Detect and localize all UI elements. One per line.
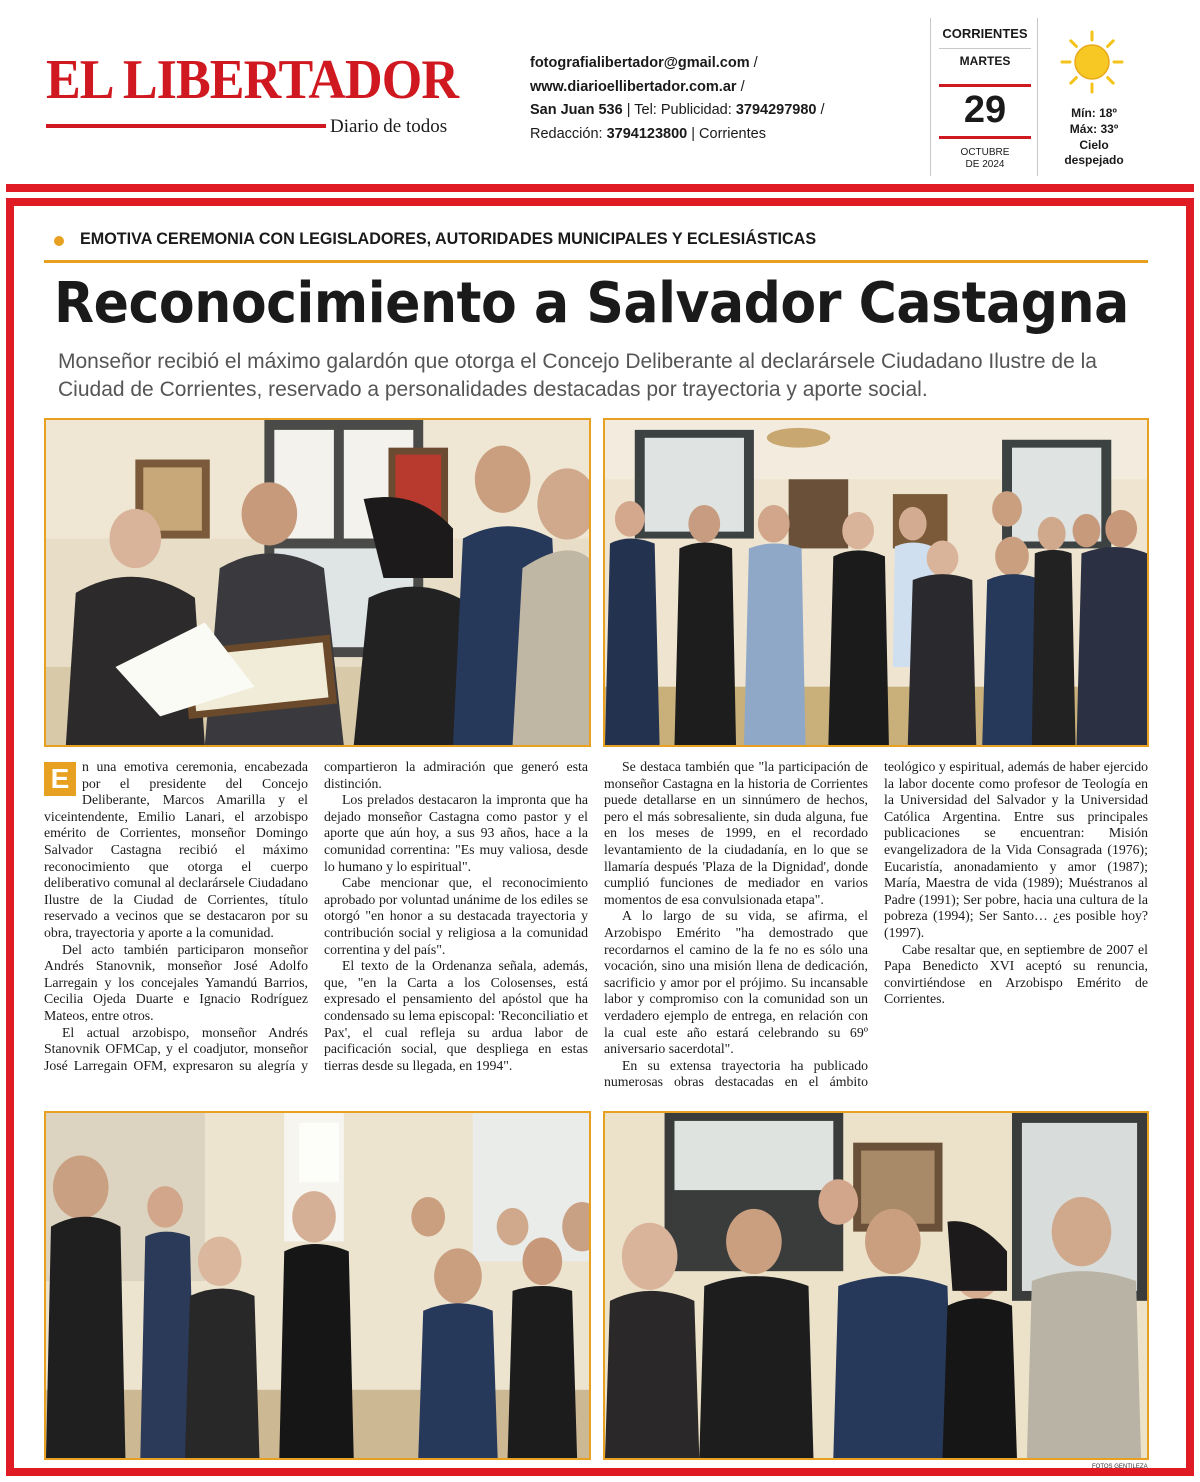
contact-line-2 bbox=[530, 76, 825, 100]
photo-legislators-illustration bbox=[605, 1113, 1147, 1458]
article-paragraph: El actual arzobispo, monseñor Andrés Stanovnik OFMCap, y el coadjutor, monseñor José Larregain OFM, expresaron su alegría y compartieron la admiración que generó esta distinción. bbox=[44, 759, 588, 1073]
contact-newsroom-phone: 3794123800 bbox=[606, 125, 688, 142]
photo-group-portrait-illustration bbox=[605, 420, 1147, 745]
article-paragraph: Los prelados destacaron la impronta que ha dejado monseñor Castagna como pastor y el aporte que aún hoy, a sus 93 años, hace a la comunidad correntina: "Es muy valiosa, desde lo humano y lo espiritual". bbox=[324, 792, 588, 874]
contact-publicity-phone: 3794297980 bbox=[735, 102, 817, 118]
masthead-divider bbox=[6, 184, 1194, 192]
weather-sky bbox=[1044, 138, 1144, 168]
article-kicker: EMOTIVA CEREMONIA CON LEGISLADORES, AUTORIDADES MUNICIPALES Y ECLESIÁSTICAS bbox=[80, 229, 817, 248]
contact-separator: / bbox=[816, 102, 825, 118]
article-paragraph: El texto de la Ordenanza señala, además, que, "en la Carta a los Colosenses, está expresado el pensamiento del apóstol que ha condensado su lema episcopal: 'Reconciliatio et Pax', el cual refleja su ardua labor de pacificación social, que despliega en estas tierras desde su llegada, en 1994". bbox=[324, 958, 588, 1073]
contact-line-3 bbox=[530, 99, 825, 123]
drop-cap: E bbox=[44, 762, 76, 796]
date-day: 29 bbox=[963, 89, 1007, 131]
contact-info bbox=[530, 52, 825, 146]
logo-underline bbox=[46, 124, 326, 128]
photo-diploma-handover-illustration bbox=[46, 420, 589, 745]
article-body bbox=[44, 759, 1148, 1101]
contact-line-1 bbox=[530, 52, 825, 76]
photo-credit: FOTOS GENTILEZA bbox=[1092, 1464, 1148, 1470]
photo-group-archbishop[interactable] bbox=[44, 1111, 591, 1460]
contact-website[interactable]: www.diarioellibertador.com.ar bbox=[530, 78, 737, 95]
photo-diploma-handover[interactable] bbox=[44, 418, 591, 747]
weather-sky-line-1: Cielo bbox=[1079, 138, 1109, 152]
date-divider bbox=[939, 48, 1031, 49]
article-deck: Monseñor recibió el máximo galardón que otorga el Concejo Deliberante al declarársele Ciudadano Ilustre de la Ciudad de Corrientes, reservado a personalidades destacadas por trayectoria y aporte social. bbox=[58, 350, 1097, 401]
kicker-bullet bbox=[54, 236, 64, 246]
contact-publicity-label: | Tel: Publicidad: bbox=[622, 102, 736, 118]
weather-max: Máx: 33º bbox=[1069, 122, 1119, 136]
article-paragraph: A lo largo de su vida, se afirma, el Arzobispo Emérito "ha demostrado que recordarnos el camino de la fe no es sólo una vocación, sino una misión llena de dedicación, sacrificio y amor por el prójimo. Su incansable labor y compromiso con la comunidad son un verdadero ejemplo de entrega, en relación con la cual este año estará celebrando su 69º aniversario sacerdotal". bbox=[604, 908, 868, 1057]
contact-email[interactable]: fotografialibertador@gmail.com bbox=[530, 55, 750, 71]
article-paragraph: En su extensa trayectoria ha publicado numerosas obras destacadas en el ámbito teológico y espiritual, además de haber ejercido la labor docente como profesor de Teología en la Universidad del Salvador y la Universidad Católica Argentina. Entre sus principales publicaciones se encuentran: Misión evangelizadora de la Vida Consagrada (1976); Eucaristía, anonadamiento y amor (1987); María, Maestra de vida (1989); Muéstranos al Padre (1991); Ser pobre, hacia una cultura de la pobreza (1994); Ser Santo… ¿es posible hoy? (1997). bbox=[604, 759, 1148, 1090]
article-paragraph bbox=[44, 759, 308, 942]
masthead bbox=[0, 0, 1200, 192]
contact-separator: / bbox=[736, 78, 745, 95]
newspaper-tagline: Diario de todos bbox=[330, 116, 448, 137]
contact-city: | Corrientes bbox=[687, 125, 766, 142]
photo-group-archbishop-illustration bbox=[46, 1113, 589, 1458]
article-paragraph: Del acto también participaron monseñor Andrés Stanovnik, monseñor José Adolfo Larregain y los concejales Yamandú Barrios, Cecilia Ojeda Duarte e Ignacio Rodríguez Mateos, entre otros. bbox=[44, 941, 308, 1023]
weather-widget bbox=[1044, 26, 1144, 176]
article-headline[interactable]: Reconocimiento a Salvador Castagna bbox=[54, 271, 1129, 336]
article-paragraph: Cabe mencionar que, el reconocimiento aprobado por voluntad unánime de los ediles se otorgó "en honor a su destacada trayectoria y contribución social y religiosa a la comunidad correntina y del país". bbox=[324, 875, 588, 957]
date-city: CORRIENTES bbox=[942, 26, 1028, 41]
date-rule-top bbox=[939, 84, 1031, 87]
contact-separator: / bbox=[749, 55, 758, 71]
date-weekday: MARTES bbox=[959, 54, 1011, 68]
date-month: OCTUBRE bbox=[960, 147, 1010, 158]
contact-address: San Juan 536 bbox=[530, 102, 623, 118]
date-year: DE 2024 bbox=[965, 159, 1005, 170]
sun-icon bbox=[1060, 30, 1124, 94]
newspaper-logo[interactable]: EL LIBERTADOR bbox=[46, 49, 459, 111]
photo-group-portrait[interactable] bbox=[603, 418, 1149, 747]
date-rule-bottom bbox=[939, 136, 1031, 139]
weather-sky-line-2: despejado bbox=[1064, 153, 1124, 167]
paragraph-text: n una emotiva ceremonia, encabezada por el presidente del Concejo Deliberante, Marcos Amarilla y el viceintendente, Emilio Lanari, el arzobispo emérito de Corrientes, monseñor Domingo Salvador Castagna recibió el máximo reconocimiento que otorga el cuerpo deliberativo comunal al declarársele Ciudadano Ilustre de la Ciudad de Corrientes, título reservado a vecinos que se destacaron por su obra, trayectoria y aporte a la comunidad. bbox=[44, 759, 308, 940]
date-box bbox=[930, 18, 1038, 176]
photo-legislators[interactable] bbox=[603, 1111, 1149, 1460]
contact-newsroom-label: Redacción: bbox=[530, 125, 607, 142]
contact-line-4 bbox=[530, 123, 825, 147]
kicker-rule bbox=[44, 260, 1148, 263]
weather-min: Mín: 18º bbox=[1071, 106, 1117, 120]
date-month-year bbox=[931, 147, 1039, 171]
article-paragraph: Se destaca también que "la participación de monseñor Castagna en la historia de Corrientes puede detallarse en un sinnúmero de hechos, pero el más sobresaliente, sin duda alguna, fue en los meses de 1999, en el recordado levantamiento de la ciudadanía, en lo que se llamaría después 'Plaza de la Dignidad', donde cumplió funciones de mediador en varios momentos de esa convulsionada etapa". bbox=[604, 759, 868, 907]
article-paragraph: Cabe resaltar que, en septiembre de 2007 el Papa Benedicto XVI aceptó su renuncia, convirtiéndose en Arzobispo Emérito de Corrientes. bbox=[884, 941, 1148, 1007]
